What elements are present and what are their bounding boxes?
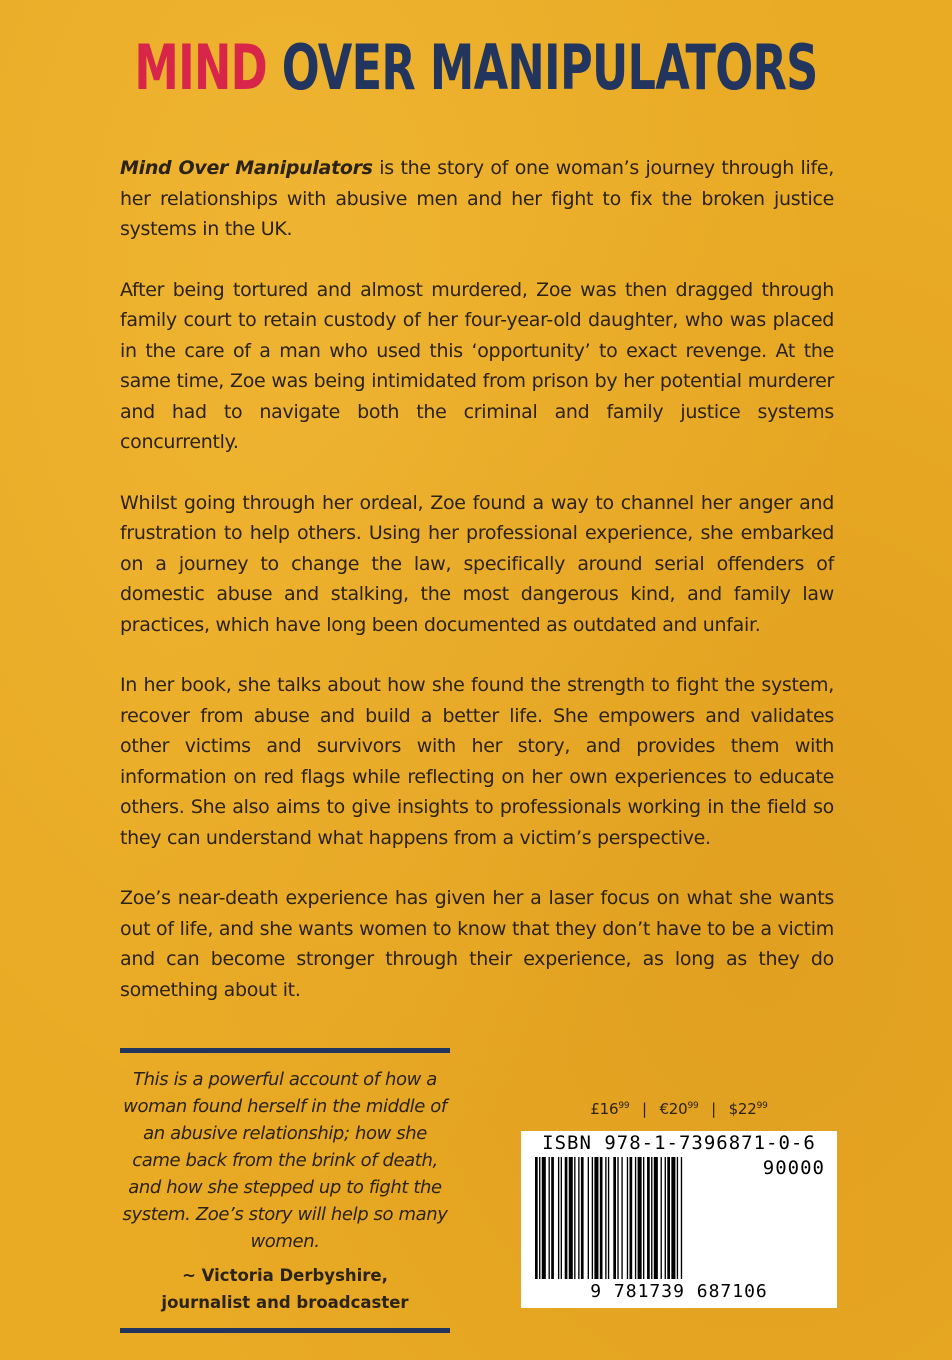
barcode-bar (549, 1157, 550, 1279)
price-separator: | (642, 1100, 647, 1118)
barcode-bar (558, 1157, 559, 1279)
blurb-paragraph-4: In her book, she talks about how she found the strength to fight the system, recover from abuse and build a better life. She empowers and validates other victims and survivors with her story, and provides them with information on red flags while reflecting on her own experiences to educate others. She also aims to give insights to professionals working in the field so they can understand what happens from a victim’s perspective. (120, 674, 834, 849)
barcode-panel (521, 1131, 837, 1308)
barcode-bar (551, 1157, 554, 1279)
endorsement-author: ~ Victoria Derbyshire, (182, 1266, 388, 1285)
barcode-bar (617, 1157, 618, 1279)
barcode-bar (647, 1157, 650, 1279)
barcode-bar (561, 1157, 562, 1279)
blurb-paragraph-1-text: is the story of one woman’s journey through life, her relationships with abusive men and her fight to fix the broken justice systems in the UK. (120, 157, 834, 240)
barcode-bar (592, 1157, 593, 1279)
barcode-icon (535, 1157, 725, 1285)
barcode-bar (605, 1157, 606, 1279)
barcode-bar (535, 1157, 538, 1279)
barcode-bar (643, 1157, 644, 1279)
barcode-bar (651, 1157, 652, 1279)
endorsement-attribution (120, 1262, 450, 1316)
barcode-bar (594, 1157, 598, 1279)
barcode-bar (578, 1157, 579, 1279)
barcode-bar (661, 1157, 662, 1279)
endorsement-quote: This is a powerful account of how a woman found herself in the middle of an abusive relationship; how she came back from the brink of death, and how she stepped up to fight the system. Zoe’s story will help so many women. (122, 1069, 448, 1252)
title-part-mind: MIND (134, 31, 267, 104)
barcode-bar (613, 1157, 616, 1279)
barcode-bar (565, 1157, 568, 1279)
barcode-bar (677, 1157, 678, 1279)
isbn-label: ISBN 978-1-7396871-0-6 (542, 1132, 816, 1154)
barcode-bar (581, 1157, 584, 1279)
barcode-bar (608, 1157, 609, 1279)
barcode-bar (621, 1157, 622, 1279)
price-usd: $\$22^{99}$ (728, 1100, 768, 1118)
quote-bottom-rule (120, 1328, 450, 1333)
barcode-bar (542, 1157, 546, 1279)
barcode-bar (667, 1157, 670, 1279)
barcode-bar (630, 1157, 633, 1279)
barcode-bar (665, 1157, 666, 1279)
barcode-bar (627, 1157, 628, 1279)
barcode-bar (600, 1157, 603, 1279)
price-gbp: $£16^{99}$ (590, 1100, 630, 1118)
blurb-paragraph-2: After being tortured and almost murdered, Zoe was then dragged through family court to retain custody of her four-year-old daughter, who was placed in the care of a man who used this ‘opportunity’ to exact revenge. At the same time, Zoe was being intimidated from prison by her potential murderer and had to navigate both the criminal and family justice systems concurrently. (120, 278, 834, 453)
blurb (120, 153, 834, 1035)
blurb-book-name: Mind Over Manipulators (120, 157, 373, 179)
price-list (521, 1100, 837, 1118)
barcode-bar (569, 1157, 573, 1279)
barcode-bar (681, 1157, 682, 1279)
barcode-bar (588, 1157, 589, 1279)
title-part-over-manipulators: OVER MANIPULATORS (281, 31, 818, 104)
book-title (133, 28, 818, 108)
barcode-bar (638, 1157, 642, 1279)
barcode-bar (539, 1157, 540, 1279)
barcode-addon-number: 90000 (762, 1157, 825, 1179)
blurb-paragraph-1 (120, 153, 834, 245)
barcode-bar (635, 1157, 636, 1279)
price-separator: | (711, 1100, 716, 1118)
barcode-bar (654, 1157, 658, 1279)
barcode-bar (671, 1157, 675, 1279)
barcode-bar (574, 1157, 575, 1279)
price-eur: $€20^{99}$ (659, 1100, 699, 1118)
blurb-paragraph-5: Zoe’s near-death experience has given her a laser focus on what she wants out of life, and she wants women to know that they don’t have to be a victim and can become stronger through their experience, as long as they do something about it. (120, 887, 834, 1001)
endorsement-role: journalist and broadcaster (161, 1293, 409, 1312)
barcode-digits: 9 781739 687106 (590, 1281, 768, 1302)
blurb-paragraph-3: Whilst going through her ordeal, Zoe found a way to channel her anger and frustration to help others. Using her professional experience, she embarked on a journey to change the law, specifically around serial offenders of domestic abuse and stalking, the most dangerous kind, and family law practices, which have long been documented as outdated and unfair. (120, 491, 834, 636)
quote-top-rule (120, 1048, 450, 1053)
